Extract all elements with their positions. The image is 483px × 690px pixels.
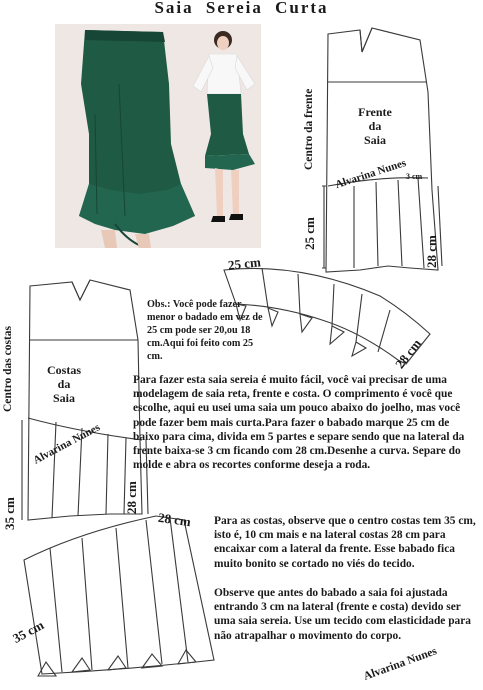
back-center-length: 35 cm <box>2 497 17 530</box>
obs-note: Obs.: Você pode fazer menor o badado em vez de 25 cm pode ser 20,ou 18 cm.Aqui foi feito com 25 cm. <box>147 299 263 362</box>
back-ruffle-slashes <box>50 518 188 672</box>
front-side-length: 28 cm <box>424 235 439 268</box>
front-ruffle-slashes <box>262 268 390 352</box>
back-panel-name <box>40 364 88 405</box>
front-dart <box>360 28 372 52</box>
front-panel-name <box>350 106 400 147</box>
page-title: Saia Sereia Curta <box>154 0 329 17</box>
back-name-line3: Saia <box>52 390 75 405</box>
back-center-label: Centro das costas <box>2 325 14 412</box>
back-ruffle-side: 35 cm <box>10 617 47 646</box>
back-signature: Alvarina Nunes <box>31 421 103 467</box>
back-name-line1: Costas <box>46 363 81 377</box>
front-signature: Alvarina Nunes <box>333 156 408 192</box>
front-25cm-guide <box>322 186 326 268</box>
front-ruffle-side: 28 cm <box>392 336 425 372</box>
front-name-line3: Saia <box>363 132 386 147</box>
instructions-paragraph-3: Observe que antes do babado a saia foi ajustada entrando 3 cm na lateral (frente e costa) devido ser uma saia sereia. Use um tecido com elasticidade para não atrapalhar o movimento do corpo. <box>214 587 471 642</box>
back-ruffle-top: 28 cm <box>157 509 192 530</box>
back-name-line2: da <box>57 376 71 391</box>
back-dart <box>72 280 90 300</box>
instructions-paragraph-2: Para as costas, observe que o centro costas tem 35 cm, isto é, 10 cm mais e na lateral costas 28 cm para encaixar com a lateral da frente. Esse babado fica muito bonito se cortado no viés do tecido. <box>214 515 476 570</box>
instructions-paragraph-1: Para fazer esta saia sereia é muito fácil, você vai precisar de uma modelagem de saia reta, frente e costa. O comprimento é você que escolhe, aqui eu usei uma saia um pouco abaixo do joelho, mas você pode fazer bem mais curta.Para fazer o babado marque 25 cm de baixo para cima, divida em 5 partes e separe sendo que na lateral da frente baixa-se 3 cm ficando com 28 cm.Desenhe a curva. Separe do molde e abra os recortes conforme deseja a roda. <box>133 374 465 472</box>
front-ruffle-top: 25 cm <box>227 254 262 273</box>
author-signature: Alvarina Nunes <box>362 645 439 683</box>
front-name-line2: da <box>368 118 382 133</box>
front-ruffle-cuts <box>354 178 424 268</box>
front-center-label: Centro da frente <box>303 88 315 170</box>
back-side-length: 28 cm <box>124 481 139 514</box>
front-name-line1: Frente <box>358 105 392 119</box>
front-side-drop: 3 cm <box>406 172 423 181</box>
front-center-length: 25 cm <box>302 217 317 250</box>
front-panel-outline <box>326 28 438 272</box>
